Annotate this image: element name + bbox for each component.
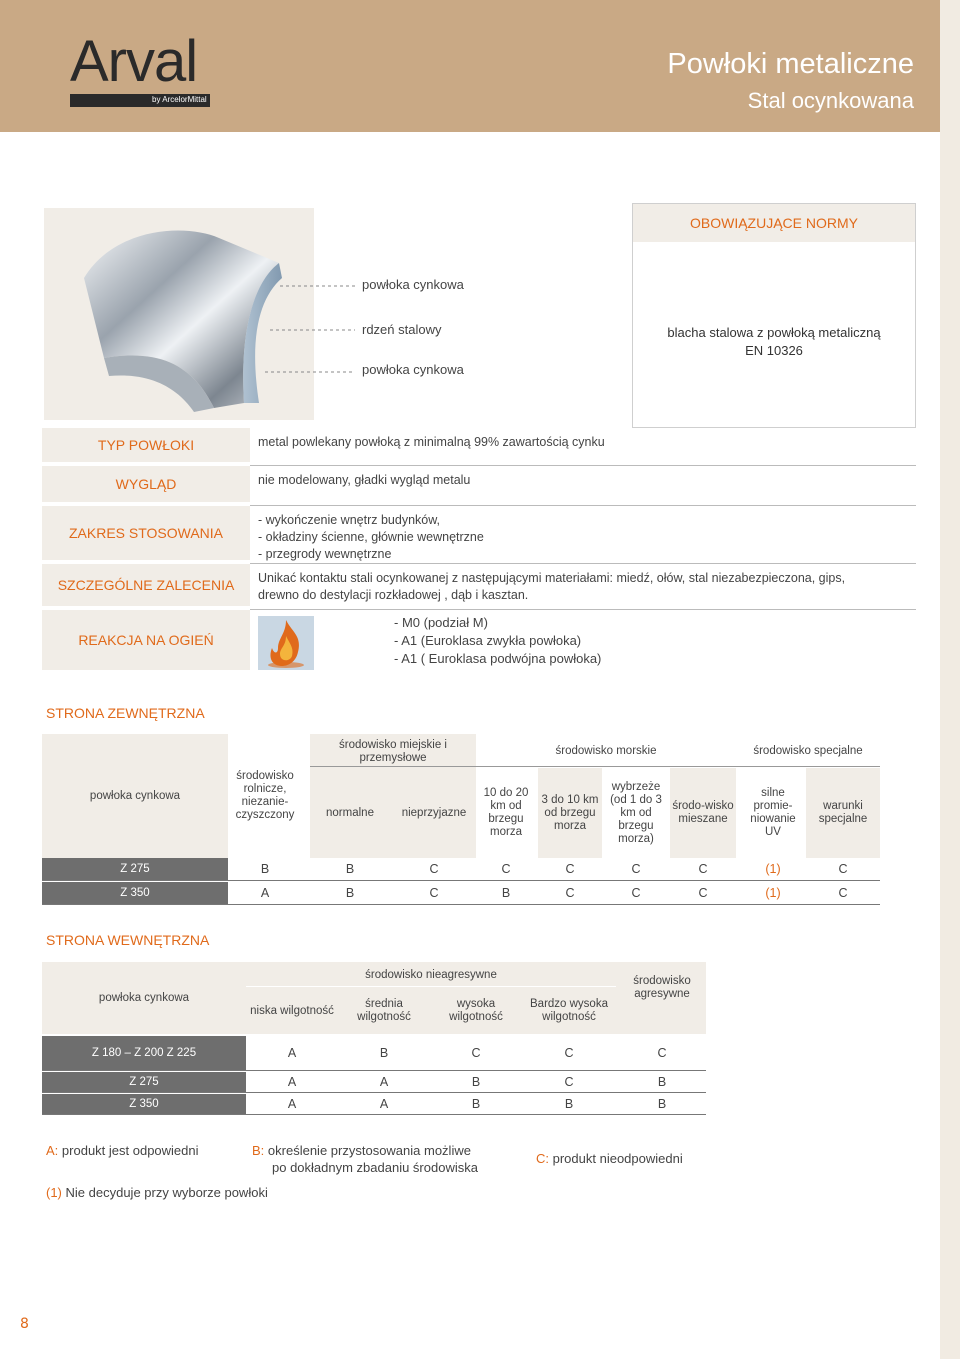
ext-value-cell: B: [345, 885, 355, 900]
fire-text: [394, 614, 601, 668]
logo-wordmark: Arval: [70, 29, 198, 94]
ext-value-cell: C: [501, 861, 511, 876]
ext-group-marine: środowisko morskie: [555, 744, 657, 757]
norms-text: [633, 324, 915, 360]
properties-table: [42, 428, 916, 674]
label-zinc-bottom: powłoka cynkowa: [362, 362, 464, 377]
legend-a-text: produkt jest odpowiedni: [61, 1143, 199, 1158]
page-title: Powłoki metaliczne: [667, 48, 914, 80]
int-value-cell: A: [379, 1074, 389, 1089]
ext-value-cell: B: [501, 885, 511, 900]
ext-marine-1: 10 do 20 km od brzegu morza: [483, 787, 529, 838]
int-col-coating: powłoka cynkowa: [42, 962, 246, 1034]
int-row-name: Z 180 – Z 200 Z 225: [42, 1036, 246, 1070]
page-subtitle: Stal ocynkowana: [747, 88, 914, 113]
ext-special-1: silne promie-niowanie UV: [750, 787, 796, 838]
int-col-low: niska wilgotność: [250, 1004, 334, 1017]
int-col-medium: średnia wilgotność: [357, 998, 411, 1023]
ext-group-urban: środowisko miejskie i przemysłowe: [338, 739, 447, 764]
prop-line: - wykończenie wnętrz budynków,: [258, 513, 441, 527]
prop-value: metal powlekany powłoką z minimalną 99% zawartością cynku: [250, 428, 916, 466]
ext-row-name: Z 350: [42, 882, 228, 904]
logo-subtitle: by ArcelorMittal: [152, 95, 207, 104]
ext-marine-divider: [476, 766, 736, 767]
label-zinc-top: powłoka cynkowa: [362, 277, 464, 292]
int-value-cell: A: [287, 1045, 297, 1060]
side-strip: [940, 0, 960, 1359]
ext-value-cell: B: [345, 861, 355, 876]
prop-row-fire: [42, 610, 916, 674]
prop-value: [250, 564, 916, 610]
ext-special-divider: [736, 766, 880, 767]
prop-label: SZCZEGÓLNE ZALECENIA: [42, 564, 250, 610]
prop-line: - M0 (podział M): [394, 615, 488, 630]
int-col-aggressive: środowisko agresywne: [633, 975, 691, 1000]
interior-table: [42, 962, 706, 1114]
ext-row-line: [42, 904, 880, 905]
legend-b: [252, 1142, 478, 1176]
ext-value-cell: C: [698, 861, 708, 876]
int-value-cell: B: [657, 1096, 667, 1111]
ext-value-cell: C: [631, 861, 641, 876]
legend-note: [46, 1184, 268, 1201]
ext-urban-divider: [310, 766, 476, 767]
ext-value-cell: C: [565, 885, 575, 900]
int-row-line: [42, 1070, 706, 1071]
legend-note-text: Nie decyduje przy wyborze powłoki: [65, 1185, 268, 1200]
norms-heading: OBOWIĄZUJĄCE NORMY: [633, 204, 915, 242]
legend-c-text: produkt nieodpowiedni: [552, 1151, 683, 1166]
ext-value-cell: C: [565, 861, 575, 876]
ext-value-cell: C: [429, 861, 439, 876]
int-value-cell: B: [379, 1045, 389, 1060]
prop-value: [250, 506, 916, 564]
prop-line: - A1 (Euroklasa zwykła powłoka): [394, 633, 582, 648]
norms-box: [632, 203, 916, 428]
prop-line: Unikać kontaktu stali ocynkowanej z następującymi materiałami: miedź, ołów, stal niezabezpieczona, gips,: [258, 571, 846, 585]
ext-value-cell: C: [838, 861, 848, 876]
ext-row-line: [42, 880, 880, 881]
int-group-nonaggr: środowisko nieagresywne: [365, 968, 497, 981]
exterior-table: [42, 734, 880, 909]
legend-b-text1: określenie przystosowania możliwe: [267, 1143, 471, 1158]
prop-line: - okładziny ścienne, głównie wewnętrzne: [258, 530, 484, 544]
ext-value-cell: (1): [765, 861, 781, 876]
fire-icon: [258, 616, 314, 670]
legend-b-key: B:: [252, 1143, 265, 1158]
int-value-cell: B: [471, 1096, 481, 1111]
ext-special-2: warunki specjalne: [806, 768, 880, 858]
page-header: [0, 0, 940, 132]
ext-group-special: środowisko specjalne: [753, 744, 863, 757]
int-value-cell: B: [564, 1096, 574, 1111]
int-value-cell: B: [471, 1074, 481, 1089]
int-value-cell: A: [287, 1096, 297, 1111]
page-number: 8: [20, 1316, 29, 1332]
ext-urban-harsh: nieprzyjazne: [401, 806, 467, 819]
legend-a-key: A:: [46, 1143, 59, 1158]
int-value-cell: B: [657, 1074, 667, 1089]
ext-value-cell: C: [631, 885, 641, 900]
prop-value: nie modelowany, gładki wygląd metalu: [250, 466, 916, 506]
prop-row-recommendations: [42, 564, 916, 610]
norms-line2: EN 10326: [745, 343, 803, 358]
prop-label: ZAKRES STOSOWANIA: [42, 506, 250, 564]
ext-value-cell: C: [698, 885, 708, 900]
ext-value-cell: B: [260, 861, 270, 876]
prop-row-scope: [42, 506, 916, 564]
arval-logo: [70, 29, 207, 104]
label-steel-core: rdzeń stalowy: [362, 322, 442, 337]
ext-value-cell: (1): [765, 885, 781, 900]
int-row-name: Z 350: [42, 1094, 246, 1114]
int-value-cell: C: [564, 1074, 574, 1089]
ext-col-rural: środowisko rolnicze, niezanie-czyszczony: [235, 770, 295, 821]
ext-value-cell: C: [838, 885, 848, 900]
prop-row-appearance: [42, 466, 916, 506]
int-value-cell: C: [564, 1045, 574, 1060]
int-row-line: [42, 1114, 706, 1115]
interior-title: STRONA WEWNĘTRZNA: [46, 932, 210, 948]
ext-marine-3: wybrzeże (od 1 do 3 km od brzegu morza): [610, 780, 662, 845]
int-value-cell: A: [379, 1096, 389, 1111]
int-group-divider: [246, 986, 616, 987]
int-row-line: [42, 1092, 706, 1093]
int-value-cell: C: [657, 1045, 667, 1060]
legend-c: [536, 1150, 683, 1167]
ext-value-cell: A: [260, 885, 270, 900]
int-col-veryhigh: Bardzo wysoka wilgotność: [530, 998, 608, 1023]
prop-label: WYGLĄD: [42, 466, 250, 506]
leader-lines: [250, 280, 360, 380]
ext-row-name: Z 275: [42, 858, 228, 880]
int-value-cell: C: [471, 1045, 481, 1060]
int-col-high: wysoka wilgotność: [449, 998, 503, 1023]
prop-label: TYP POWŁOKI: [42, 428, 250, 466]
legend-b-text2: po dokładnym zbadaniu środowiska: [272, 1160, 478, 1175]
prop-line: - A1 ( Euroklasa podwójna powłoka): [394, 651, 602, 666]
prop-line: - przegrody wewnętrzne: [258, 547, 392, 561]
prop-label: REAKCJA NA OGIEŃ: [42, 610, 250, 674]
legend-a: [46, 1142, 199, 1159]
exterior-title: STRONA ZEWNĘTRZNA: [46, 705, 205, 721]
prop-row-type: [42, 428, 916, 466]
prop-value: [250, 610, 916, 674]
ext-urban-normal: normalne: [326, 806, 374, 819]
ext-marine-4: środo-wisko mieszane: [670, 768, 736, 858]
ext-marine-2: 3 do 10 km od brzegu morza: [538, 768, 602, 858]
prop-line: drewno do destylacji rozkładowej , dąb i kasztan.: [258, 588, 529, 602]
ext-col-coating: powłoka cynkowa: [42, 734, 228, 858]
int-row-name: Z 275: [42, 1072, 246, 1092]
int-value-cell: A: [287, 1074, 297, 1089]
legend-note-key: (1): [46, 1185, 62, 1200]
legend-c-key: C:: [536, 1151, 549, 1166]
norms-line1: blacha stalowa z powłoką metaliczną: [667, 325, 881, 340]
ext-value-cell: C: [429, 885, 439, 900]
